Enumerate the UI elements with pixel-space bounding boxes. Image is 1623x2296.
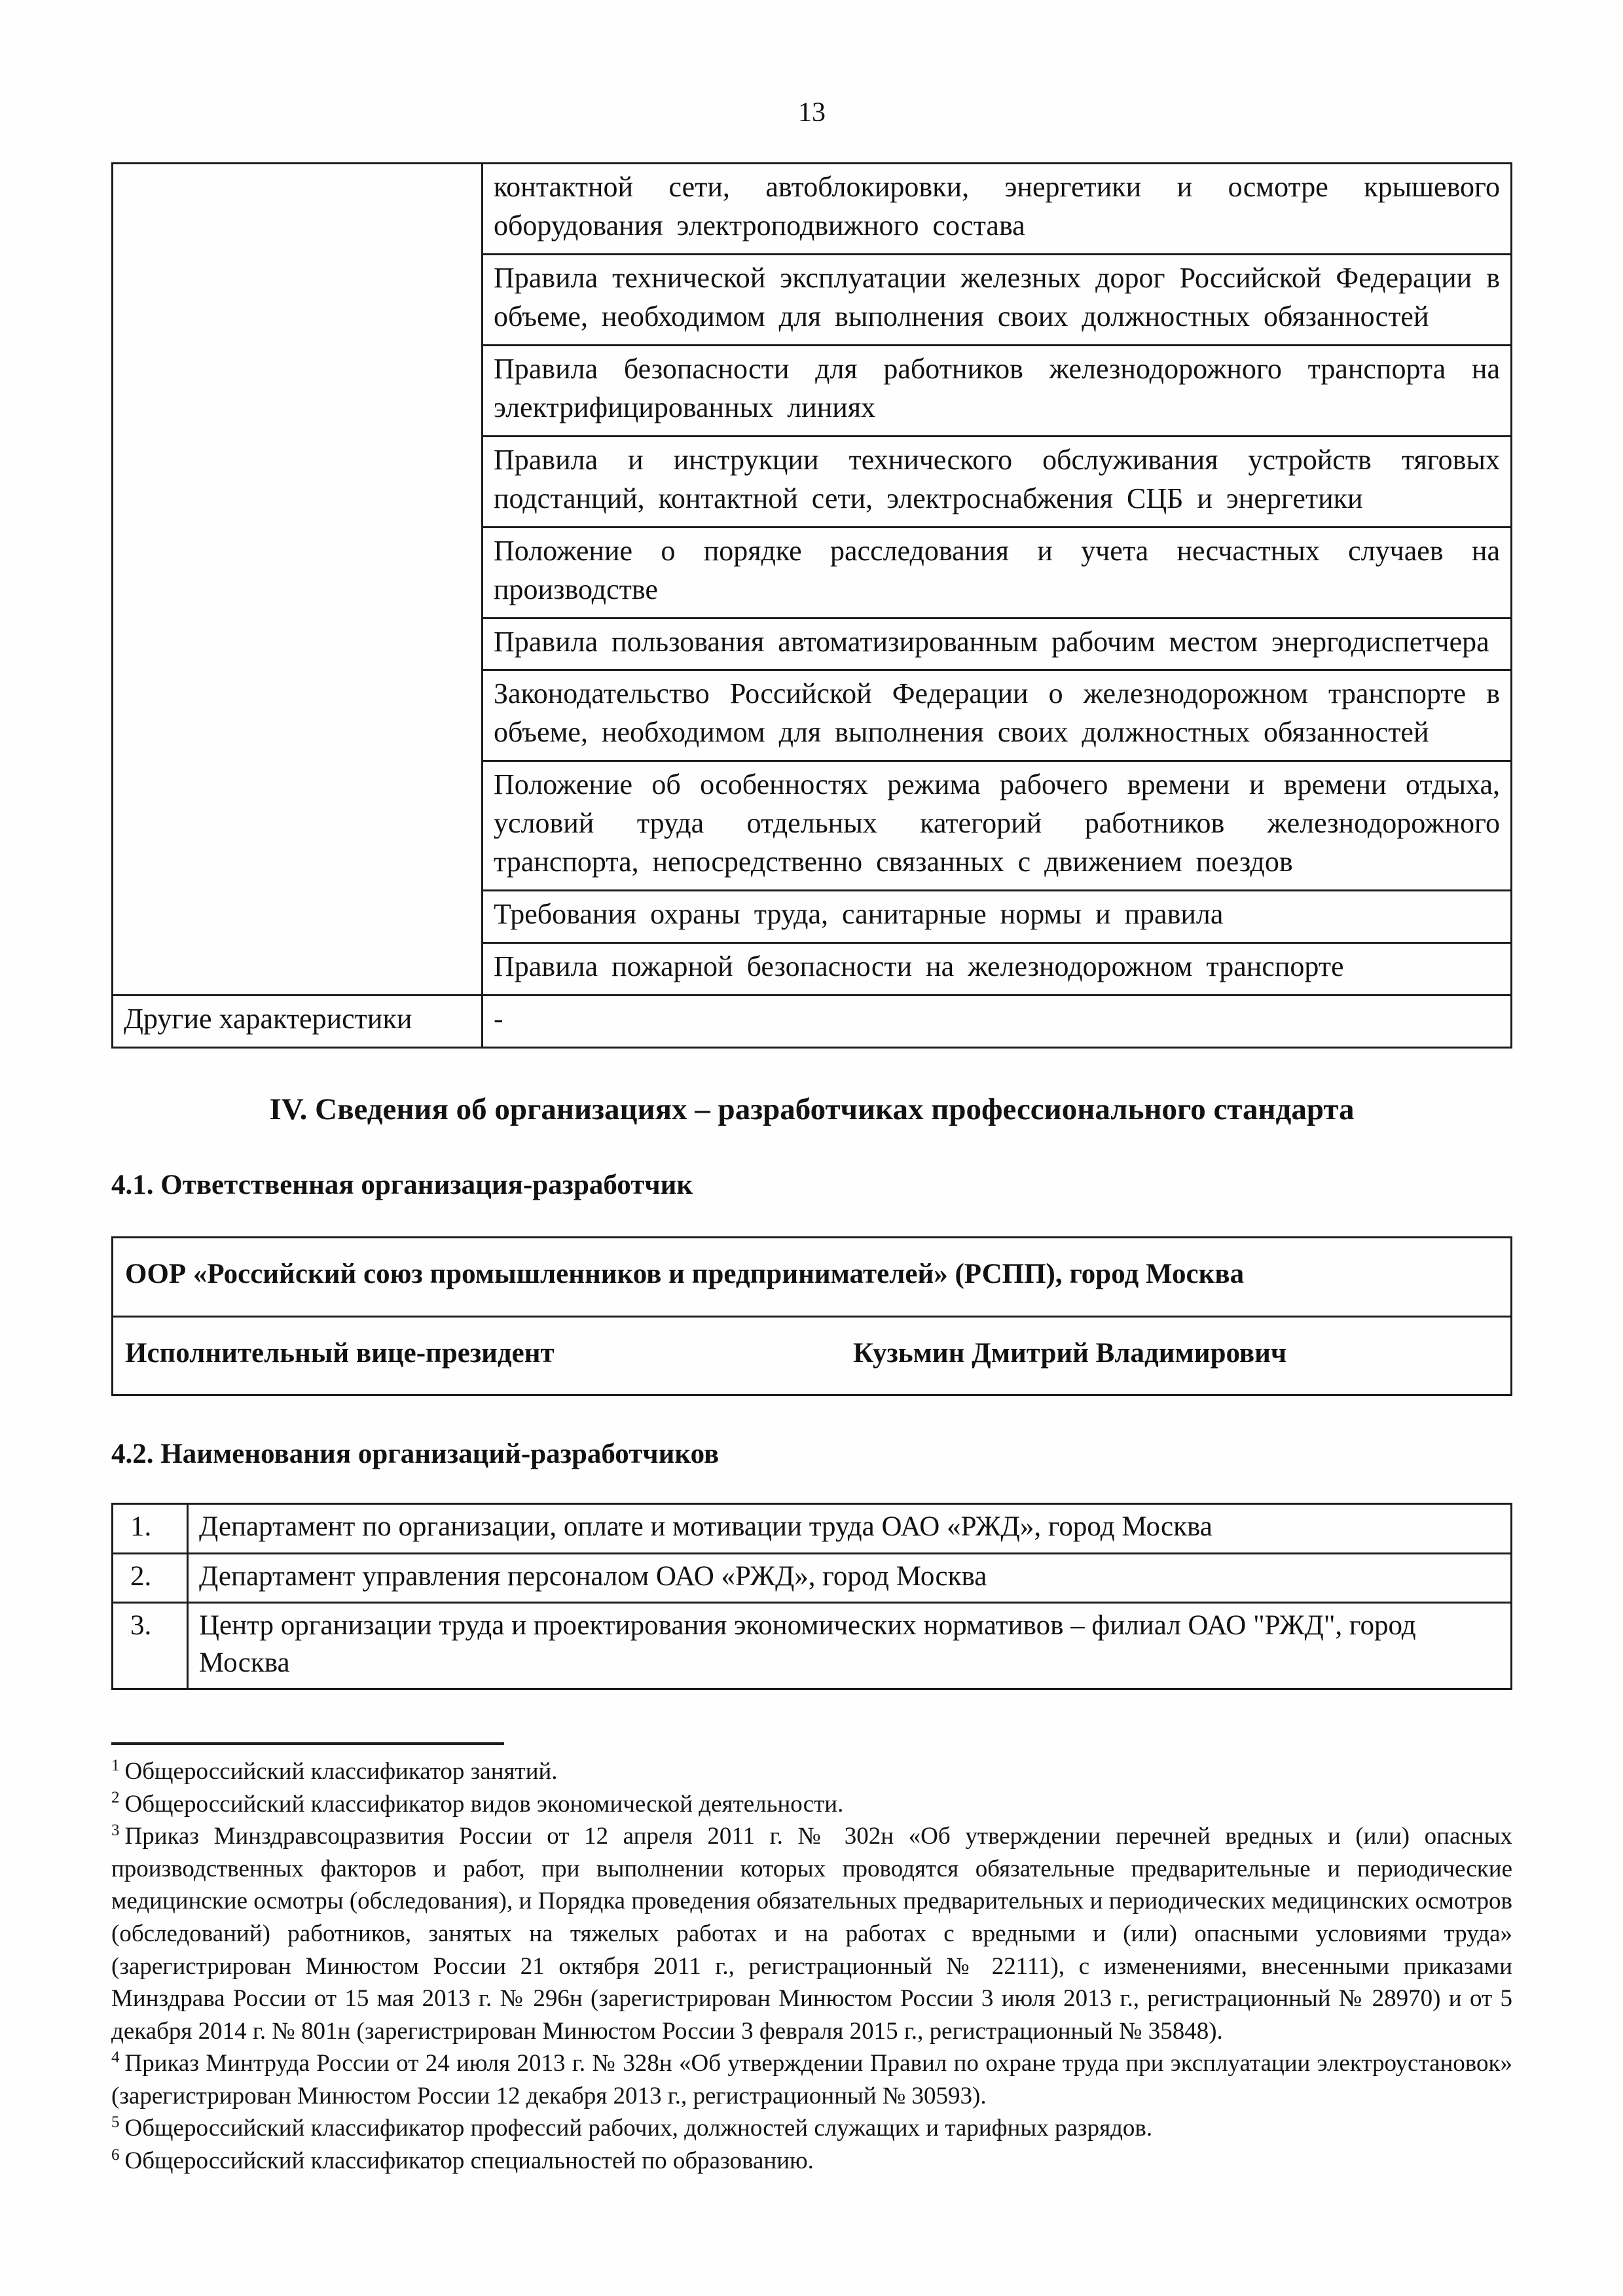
developer-number: 3.	[113, 1602, 188, 1689]
knowledge-table	[111, 162, 1512, 1049]
footnote-number: 5	[111, 2113, 120, 2132]
knowledge-cell: Правила безопасности для работников железнодорожного транспорта на электрифицированных линиях	[483, 345, 1512, 436]
table-row	[113, 1316, 1512, 1395]
developer-name: Департамент управления персоналом ОАО «РЖД», город Москва	[188, 1553, 1512, 1602]
developer-row	[113, 1553, 1512, 1602]
responsible-org-table	[111, 1236, 1512, 1396]
developers-table	[111, 1503, 1512, 1690]
responsible-org-name: ООР «Российский союз промышленников и предпринимателей» (РСПП), город Москва	[113, 1238, 1512, 1317]
footnotes-block	[111, 1755, 1512, 2178]
knowledge-cell: контактной сети, автоблокировки, энергетики и осмотре крышевого оборудования электроподвижного состава	[483, 164, 1512, 255]
section-41-title: 4.1. Ответственная организация-разработчик	[111, 1170, 693, 1201]
footnote-text: Общероссийский классификатор специальностей по образованию.	[124, 2147, 814, 2175]
knowledge-empty-label-cell	[113, 164, 483, 996]
footnote-separator	[111, 1742, 504, 1745]
page-number: 13	[798, 98, 826, 128]
footnote-text: Общероссийский классификатор занятий.	[124, 1758, 558, 1785]
footnote-number: 6	[111, 2145, 120, 2164]
developer-name: Департамент по организации, оплате и мотивации труда ОАО «РЖД», город Москва	[188, 1504, 1512, 1553]
footnote	[111, 1788, 1512, 1821]
knowledge-cell: Положение об особенностях режима рабочего времени и времени отдыха, условий труда отдельных категорий работников железнодорожного транспорта, непосредственно связанных с движением поездов	[483, 761, 1512, 891]
footnote-text: Приказ Минздравсоцразвития России от 12 апреля 2011 г. № 302н «Об утверждении перечней вредных и (или) опасных производственных факторов и работ, при выполнении которых проводятся обязательные предварительные и периодические медицинские осмотры (обследования), и Порядка проведения обязательных предварительных и периодических медицинских осмотров (обследований) работников, занятых на тяжелых работах и на работах с вредными и (или) опасными условиями труда» (зарегистрирован Минюстом России 21 октября 2011 г., регистрационный № 22111), с изменениями, внесенными приказами Минздрава России от 15 мая 2013 г. № 296н (зарегистрирован Минюстом России 3 июля 2013 г., регистрационный № 28970) и от 5 декабря 2014 г. № 801н (зарегистрирован Минюстом России 3 февраля 2015 г., регистрационный № 35848).	[111, 1823, 1512, 2045]
other-characteristics-label: Другие характеристики	[113, 996, 483, 1048]
table-row	[113, 996, 1512, 1048]
knowledge-cell: Правила пользования автоматизированным рабочим местом энергодиспетчера	[483, 618, 1512, 670]
knowledge-cell: Требования охраны труда, санитарные нормы и правила	[483, 891, 1512, 943]
knowledge-cell: Правила и инструкции технического обслуживания устройств тяговых подстанций, контактной сети, электроснабжения СЦБ и энергетики	[483, 436, 1512, 527]
footnote	[111, 2112, 1512, 2145]
footnote-text: Общероссийский классификатор профессий рабочих, должностей служащих и тарифных разрядов.	[124, 2115, 1153, 2142]
developer-name: Центр организации труда и проектирования экономических нормативов – филиал ОАО "РЖД", город Москва	[188, 1602, 1512, 1689]
footnote-text: Приказ Минтруда России от 24 июля 2013 г. № 328н «Об утверждении Правил по охране труда при эксплуатации электроустановок» (зарегистрирован Минюстом России 12 декабря 2013 г., регистрационный № 30593).	[111, 2050, 1512, 2109]
footnote-number: 2	[111, 1789, 120, 1807]
footnote-number: 1	[111, 1756, 120, 1774]
footnote	[111, 2047, 1512, 2112]
footnote-number: 4	[111, 2048, 120, 2066]
table-row	[113, 1238, 1512, 1317]
footnote	[111, 1820, 1512, 2047]
footnote	[111, 2145, 1512, 2178]
responsible-org-signatory-cell	[113, 1316, 1512, 1395]
footnote-text: Общероссийский классификатор видов экономической деятельности.	[124, 1790, 844, 1818]
knowledge-cell: Законодательство Российской Федерации о железнодорожном транспорте в объеме, необходимом для выполнения своих должностных обязанностей	[483, 670, 1512, 761]
signatory-name: Кузьмин Дмитрий Владимирович	[852, 1337, 1287, 1369]
developer-row	[113, 1504, 1512, 1553]
knowledge-cell: Правила пожарной безопасности на железнодорожном транспорте	[483, 943, 1512, 996]
footnote	[111, 1755, 1512, 1788]
other-characteristics-value: -	[483, 996, 1512, 1048]
knowledge-cell: Положение о порядке расследования и учета несчастных случаев на производстве	[483, 527, 1512, 618]
developer-number: 1.	[113, 1504, 188, 1553]
developer-number: 2.	[113, 1553, 188, 1602]
section-42-title: 4.2. Наименования организаций-разработчиков	[111, 1439, 720, 1470]
section-iv-title: IV. Сведения об организациях – разработчиках профессионального стандарта	[269, 1092, 1355, 1127]
footnote-number: 3	[111, 1821, 120, 1839]
signatory-position: Исполнительный вице-президент	[125, 1337, 555, 1369]
developer-row	[113, 1602, 1512, 1689]
table-row	[113, 164, 1512, 255]
knowledge-cell: Правила технической эксплуатации железных дорог Российской Федерации в объеме, необходимом для выполнения своих должностных обязанностей	[483, 254, 1512, 345]
